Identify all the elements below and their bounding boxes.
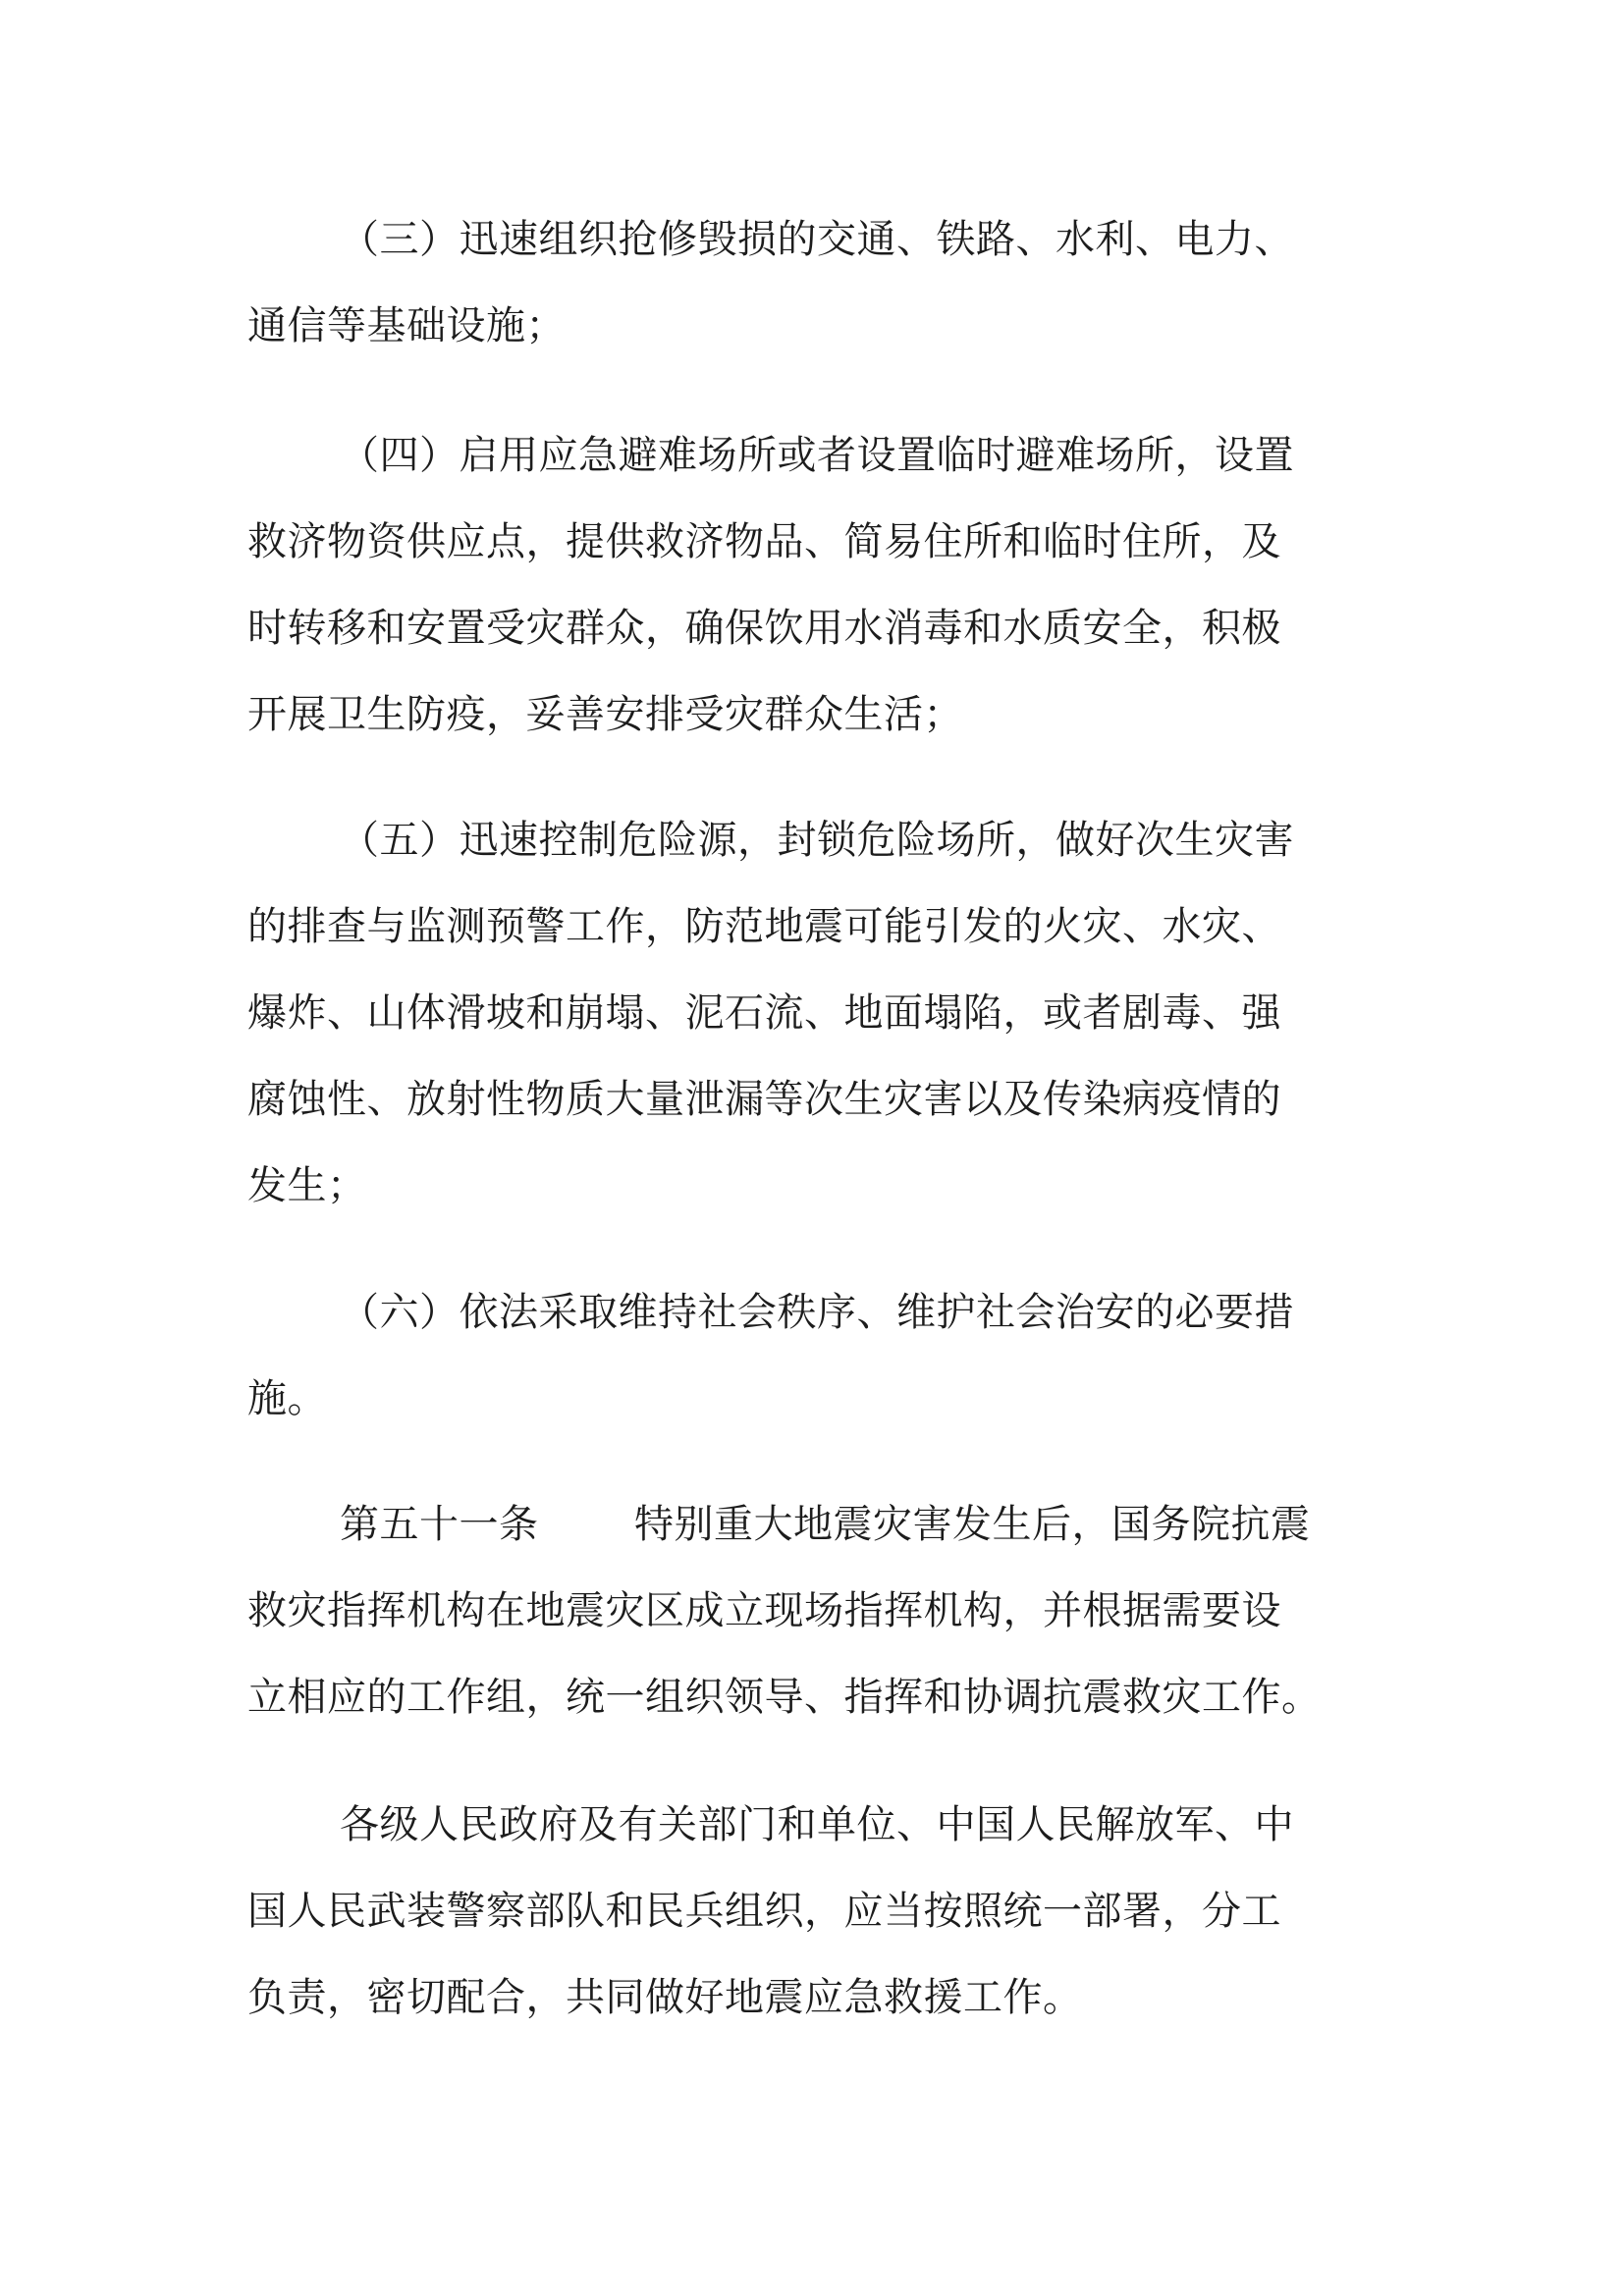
text-line: （六）依法采取维持社会秩序、维护社会治安的必要措 [340, 1290, 1294, 1335]
text-line: 立相应的工作组，统一组织领导、指挥和协调抗震救灾工作。 [247, 1675, 1322, 1720]
article-number: 第五十一条 [340, 1502, 539, 1547]
text-line: 开展卫生防疫，妥善安排受灾群众生活； [247, 692, 963, 737]
text-line: 时转移和安置受灾群众，确保饮用水消毒和水质安全，积极 [247, 606, 1281, 651]
text-line: 通信等基础设施； [247, 303, 566, 348]
article-51 [247, 1481, 1386, 1740]
paragraph-item-5 [247, 797, 1386, 1229]
paragraph-item-3 [247, 196, 1386, 369]
text-line [247, 1481, 1386, 1568]
text-line: 各级人民政府及有关部门和单位、中国人民解放军、中 [340, 1802, 1294, 1847]
text-line: （五）迅速控制危险源，封锁危险场所，做好次生灾害 [340, 818, 1294, 863]
text-line: 爆炸、山体滑坡和崩塌、泥石流、地面塌陷，或者剧毒、强 [247, 990, 1281, 1036]
text-line: 腐蚀性、放射性物质大量泄漏等次生灾害以及传染病疫情的 [247, 1077, 1281, 1122]
text-line: 救济物资供应点，提供救济物品、简易住所和临时住所，及 [247, 519, 1281, 564]
text-line: 国人民武装警察部队和民兵组织，应当按照统一部署，分工 [247, 1889, 1281, 1934]
text-line: （三）迅速组织抢修毁损的交通、铁路、水利、电力、 [340, 217, 1294, 262]
text-line: 救灾指挥机构在地震灾区成立现场指挥机构，并根据需要设 [247, 1588, 1281, 1633]
article-first-line: 特别重大地震灾害发生后，国务院抗震 [634, 1502, 1311, 1547]
article-51-paragraph-2 [247, 1782, 1386, 2041]
text-line: （四）启用应急避难场所或者设置临时避难场所，设置 [340, 433, 1294, 478]
text-line: 施。 [247, 1376, 327, 1421]
paragraph-item-6 [247, 1269, 1386, 1442]
text-line: 负责，密切配合，共同做好地震应急救援工作。 [247, 1975, 1083, 2020]
text-line: 的排查与监测预警工作，防范地震可能引发的火灾、水灾、 [247, 904, 1281, 949]
paragraph-item-4 [247, 412, 1386, 758]
text-line: 发生； [247, 1163, 367, 1208]
